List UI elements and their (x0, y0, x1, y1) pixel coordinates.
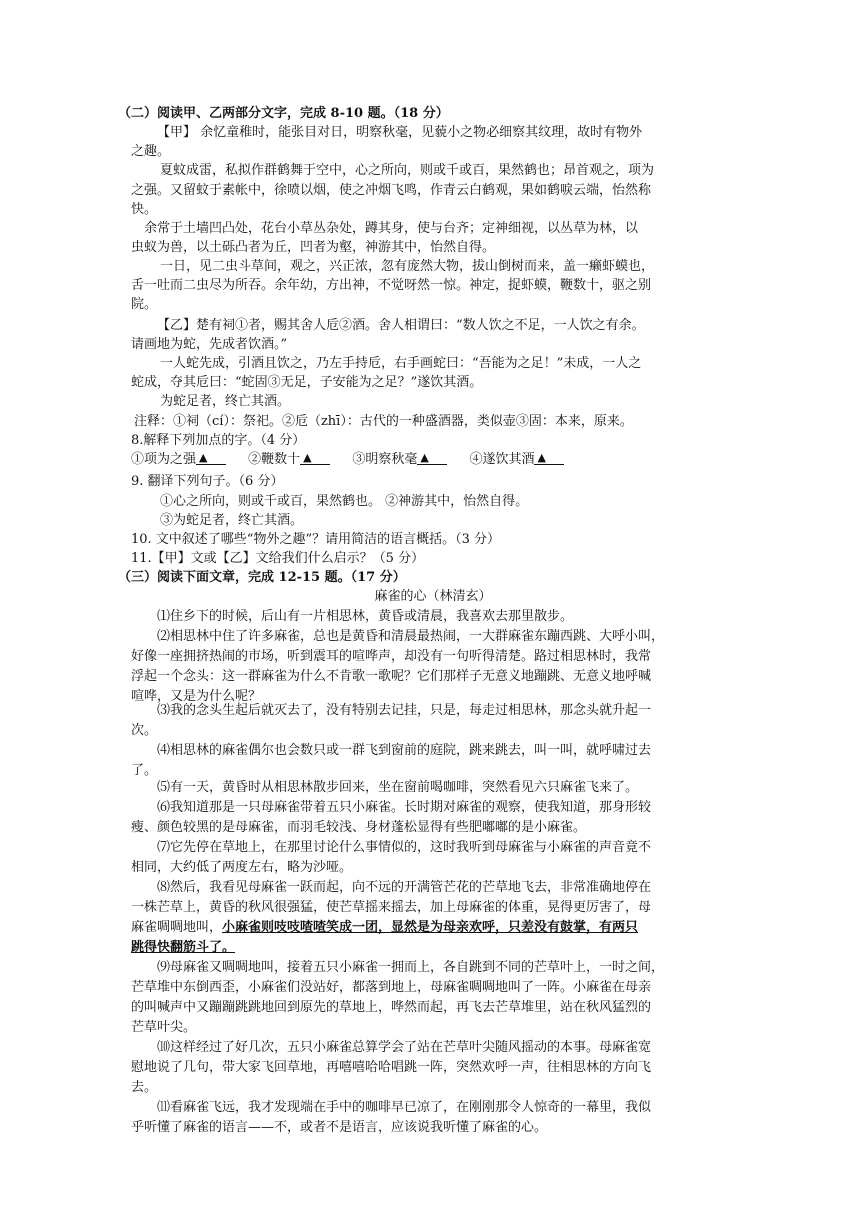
q8-item: ③明察秋毫 ▲ (352, 450, 447, 470)
jia-line: 一日，见二虫斗草间，观之，兴正浓，忽有庞然大物，拔山倒树而来，盖一癞虾蟆也， (160, 259, 655, 274)
underlined-sentence: 跳得快翻筋斗了。 (131, 940, 236, 955)
q8-item: ④遂饮其酒 ▲ (469, 450, 564, 470)
article-line: 次。 (131, 723, 158, 738)
jia-line: 余常于土墙凹凸处，花台小草丛杂处，蹲其身，使与台齐；定神细视，以丛草为林，以 (144, 221, 639, 236)
yi-line: 请画地为蛇，先成者饮酒。” (131, 337, 288, 352)
q8-items (131, 450, 735, 470)
article-line: ⑽这样经过了好几次，五只小麻雀总算学会了站在芒草叶尖随风摇动的本事。母麻雀宽 (157, 1040, 652, 1055)
article-title: 麻雀的心（林清玄） (374, 589, 492, 604)
q8-item: ①项为之强 ▲ (131, 450, 226, 470)
article-line: ⑴住乡下的时候，后山有一片相思林，黄昏或清晨，我喜欢去那里散步。 (157, 609, 574, 624)
article-line: 去。 (131, 1080, 158, 1095)
article-line: ⑸有一天，黄昏时从相思林散步回来，坐在窗前喝咖啡，突然看见六只麻雀飞来了。 (157, 780, 639, 795)
article-text: 麻雀啁啁地叫， (131, 920, 223, 935)
article-line: ⑹我知道那是一只母麻雀带着五只小麻雀。长时期对麻雀的观察，使我知道，那身形较 (157, 800, 652, 815)
yi-line: 为蛇足者，终亡其酒。 (160, 394, 291, 409)
jia-line: 夏蚊成雷，私拟作群鹤舞于空中，心之所向，则或千或百，果然鹤也；昂首观之，项为 (160, 163, 655, 178)
article-line: 浮起一个念头：这一群麻雀为什么不肯歌一歌呢？它们那样子无意义地蹦跳、无意义地呼喊 (131, 669, 652, 684)
article-line: ⑵相思林中住了许多麻雀，总也是黄昏和清晨最热闹，一大群麻雀东蹦西跳、大呼小叫， (157, 629, 665, 644)
q8-item: ②鞭数十 ▲ (248, 450, 330, 470)
article-line: 了。 (131, 763, 158, 778)
jia-line: 之强。又留蚊于素帐中，徐喷以烟，使之冲烟飞鸣，作青云白鹤观，果如鹤唳云端，怡然称 (131, 183, 652, 198)
q9-line: ①心之所向，则或千或百，果然鹤也。 ②神游其中，怡然自得。 (160, 494, 529, 509)
article-line: 的叫喊声中又蹦蹦跳跳地回到原先的草地上，哗然而起，再飞去芒草堆里，站在秋风猛烈的 (131, 1000, 652, 1015)
q9-stem: 9. 翻译下列句子。（6 分） (131, 474, 284, 489)
article-line (131, 938, 735, 958)
article-line: 相同，大约低了两度左右，略为沙哑。 (131, 860, 353, 875)
article-line: 一株芒草上，黄昏的秋风很强猛，使芒草摇来摇去，加上母麻雀的体重，晃得更厉害了，母 (131, 900, 652, 915)
section-3-heading: （三）阅读下面文章，完成 12-15 题。（17 分） (118, 570, 406, 585)
jia-line: 【甲】 余忆童稚时，能张目对日，明察秋毫，见藐小之物必细察其纹理，故时有物外 (157, 125, 643, 140)
jia-line: 舌一吐而二虫尽为所吞。余年幼，方出神，不觉呀然一惊。神定，捉虾蟆，鞭数十，驱之别 (131, 278, 652, 293)
article-line: 慰地说了几句，带大家飞回草地，再嘻嘻哈哈唱跳一阵，突然欢呼一声，往相思林的方向飞 (131, 1060, 652, 1075)
underlined-sentence: 小麻雀则吱吱喳喳笑成一团，显然是为母亲欢呼，只差没有鼓掌，有两只 (222, 920, 639, 935)
article-line: ⑺它先停在草地上，在那里讨论什么事情似的，这时我听到母麻雀与小麻雀的声音竟不 (157, 840, 652, 855)
article-line: 芒草叶尖。 (131, 1020, 197, 1035)
article-line: 瘦、颜色较黑的是母麻雀，而羽毛较浅、身材蓬松显得有些肥嘟嘟的是小麻雀。 (131, 820, 587, 835)
article-line: 乎听懂了麻雀的语言——不，或者不是语言，应该说我听懂了麻雀的心。 (131, 1120, 548, 1135)
article-line: ⑻然后，我看见母麻雀一跃而起，向不远的开满管芒花的芒草地飞去，非常准确地停在 (157, 880, 652, 895)
q9-line: ③为蛇足者，终亡其酒。 (160, 513, 304, 528)
article-line: 喧哗，又是为什么呢？ (131, 689, 262, 704)
q8-stem: 8.解释下列加点的字。（4 分） (131, 433, 306, 448)
article-line (131, 918, 735, 938)
q10: 10. 文中叙述了哪些“物外之趣”？请用简洁的语言概括。（3 分） (131, 532, 501, 547)
jia-line: 虫蚁为兽，以土砾凸者为丘，凹者为壑，神游其中，怡然自得。 (131, 240, 496, 255)
jia-line: 之趣。 (131, 144, 171, 159)
article-line: 芒草堆中东倒西歪，小麻雀们没站好，都落到地上，母麻雀啁啁地叫了一阵。小麻雀在母亲 (131, 980, 652, 995)
section-2-heading: （二）阅读甲、乙两部分文字，完成 8-10 题。（18 分） (118, 106, 449, 121)
article-line: ⑾看麻雀飞远，我才发现端在手中的咖啡早已凉了，在刚刚那令人惊奇的一幕里，我似 (157, 1100, 652, 1115)
article-line: 好像一座拥挤热闹的市场，听到震耳的喧哗声，却没有一句听得清楚。路过相思林时，我常 (131, 649, 652, 664)
yi-line: 一人蛇先成，引酒且饮之，乃左手持卮，右手画蛇曰：“吾能为之足！”未成，一人之 (160, 356, 642, 371)
yi-line: 【乙】楚有祠①者，赐其舍人卮②酒。舍人相谓曰：“数人饮之不足，一人饮之有余。 (157, 318, 645, 333)
article-line: ⑷相思林的麻雀偶尔也会数只或一群飞到窗前的庭院，跳来跳去，叫一叫，就呼啸过去 (157, 743, 652, 758)
article-line: ⑼母麻雀又啁啁地叫，接着五只小麻雀一拥而上，各自跳到不同的芒草叶上，一时之间， (157, 960, 665, 975)
yi-line: 蛇成，夺其卮曰：“蛇固③无足，子安能为之足？”遂饮其酒。 (131, 375, 483, 390)
jia-line: 院。 (131, 297, 158, 312)
jia-line: 快。 (131, 202, 158, 217)
notes: 注释：①祠（cí）：祭祀。②卮（zhī）：古代的一种盛酒器，类似壶③固：本来，原来。 (134, 414, 633, 429)
article-line: ⑶我的念头生起后就灭去了，没有特别去记挂，只是，每走过相思林，那念头就升起一 (157, 703, 652, 718)
q11: 11.【甲】文或【乙】文给我们什么启示？（5 分） (131, 551, 425, 566)
